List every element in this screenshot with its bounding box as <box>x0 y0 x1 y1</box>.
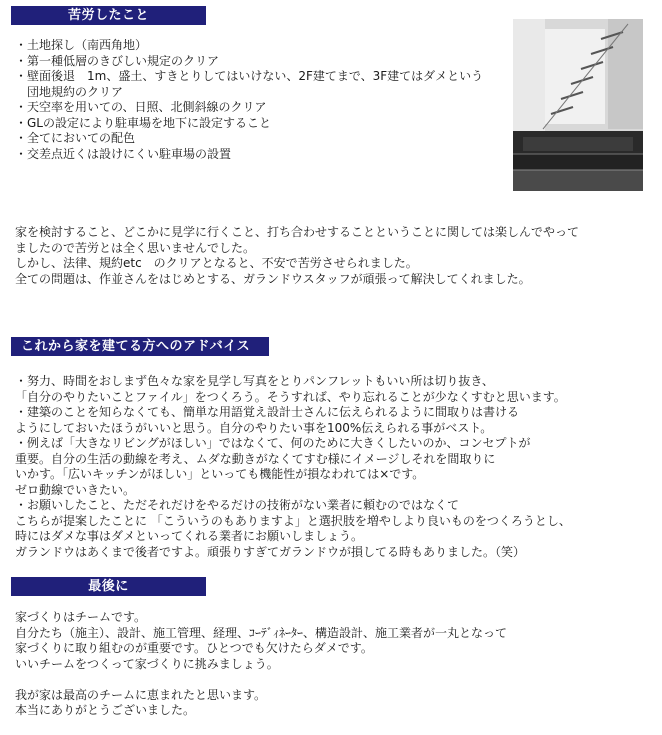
advice-text <box>15 374 571 560</box>
paragraph-line: ゼロ動線でいきたい。 <box>15 482 136 497</box>
paragraph-line: ・お願いしたこと、ただそれだけをやるだけの技術がない業者に頼むのではなくて <box>15 498 460 512</box>
paragraph-line: 家づくりに取り組むのが重要です。ひとつでも欠けたらダメです。 <box>15 641 373 655</box>
paragraph-line: ・努力、時間をおしまず色々な家を見学し写真をとりパンフレットもいい所は切り抜き、 <box>15 374 494 388</box>
section-heading-finally: 最後に <box>11 577 206 596</box>
paragraph-line: 家を検討すること、どこかに見学に行くこと、打ち合わせすることということに関しては楽しんでやって <box>15 225 580 239</box>
paragraph-line: ・建築のことを知らなくても、簡単な用語覚え設計士さんに伝えられるように間取りは書ける <box>15 405 520 419</box>
list-item: ・全てにおいての配色 <box>15 131 136 145</box>
list-item: ・GLの設定により駐車場を地下に設定すること <box>15 115 271 130</box>
paragraph-line: ・例えば「大きなリビングがほしい」ではなくて、何のために大きくしたいのか、コンセプトが <box>15 436 531 450</box>
paragraph-line: 「自分のやりたいことファイル」をつくろう。そうすれば、やり忘れることが少なくすむと思います。 <box>15 389 566 404</box>
interior-staircase-photo <box>513 19 643 191</box>
list-item: ・壁面後退 1m、盛土、すきとりしてはいけない、2F建てまで、3F建てはダメという <box>15 69 484 83</box>
paragraph-line <box>15 672 507 688</box>
section-heading-hardships: 苦労したこと <box>11 6 206 25</box>
paragraph-line: ガランドウはあくまで後者ですよ。頑張りすぎてガランドウが損してる時もありました。（笑） <box>15 544 526 559</box>
paragraph-line: いいチームをつくって家づくりに挑みましょう。 <box>15 656 279 671</box>
paragraph-line: ましたので苦労とは全く思いませんでした。 <box>15 240 256 255</box>
hardships-paragraph <box>15 225 579 287</box>
paragraph-line: 時にはダメな事はダメといってくれる業者にお願いしましょう。 <box>15 529 364 543</box>
paragraph-line: 我が家は最高のチームに恵まれたと思います。 <box>15 687 267 702</box>
list-item: ・天空率を用いての、日照、北側斜線のクリア <box>15 100 267 114</box>
hardships-list <box>15 38 483 162</box>
paragraph-line: 重要。自分の生活の動線を考え、ムダな動きがなくてすむ様にイメージしそれを間取りに <box>15 451 496 466</box>
paragraph-line: しかし、法律、規約etc のクリアとなると、不安で苦労させられました。 <box>15 256 418 270</box>
paragraph-line: ようにしておいたほうがいいと思う。自分のやりたい事を100%伝えられる事がベスト。 <box>15 420 493 435</box>
list-item: ・第一種低層のきびしい規定のクリア <box>15 53 220 68</box>
closing-text <box>15 610 507 719</box>
paragraph-line: いかす。「広いキッチンがほしい」といっても機能性が損なわれては×です。 <box>15 467 425 481</box>
paragraph-line: 自分たち（施主）、設計、施工管理、経理、ｺｰﾃﾞｨﾈｰﾀｰ、構造設計、施工業者が一丸となって <box>15 625 508 640</box>
list-item: ・交差点近くは設けにくい駐車場の設置 <box>15 146 232 161</box>
paragraph-line: こちらが提案したことに 「こういうのもありますよ」と選択肢を増やしより良いものをつくろうとし、 <box>15 513 571 528</box>
paragraph-line: 本当にありがとうございました。 <box>15 703 196 717</box>
paragraph-line: 家づくりはチームです。 <box>15 610 147 624</box>
section-heading-advice: これから家を建てる方へのアドバイス <box>11 337 269 356</box>
list-item: ・土地探し（南西角地） <box>15 38 148 52</box>
list-item: 団地規約のクリア <box>15 84 124 99</box>
paragraph-line: 全ての問題は、作並さんをはじめとする、ガランドウスタッフが頑張って解決してくれました。 <box>15 271 531 286</box>
